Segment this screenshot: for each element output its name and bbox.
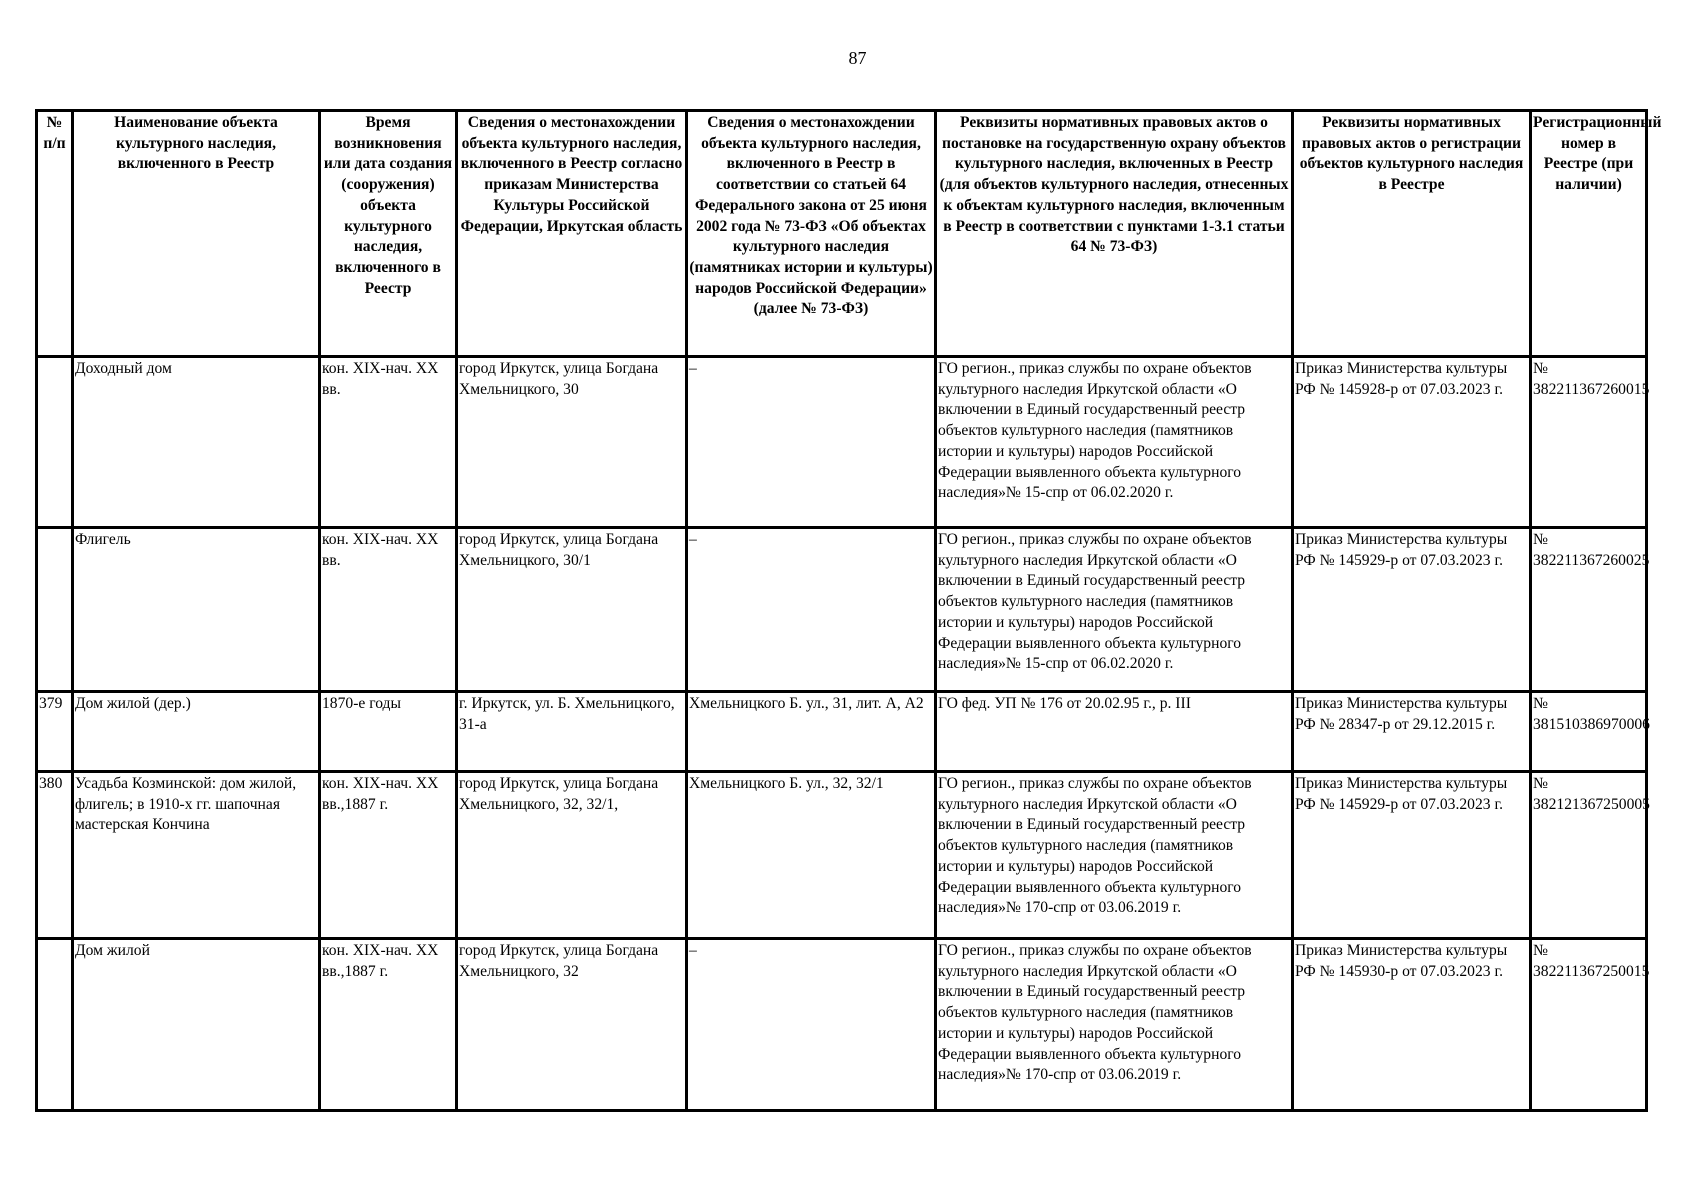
cell-location-order: город Иркутск, улица Богдана Хмельницкого, 32 [457,939,687,1111]
cell-location-order: город Иркутск, улица Богдана Хмельницкого, 30 [457,357,687,528]
cell-registration-act: Приказ Министерства культуры РФ № 145929-р от 07.03.2023 г. [1293,772,1531,939]
table-row [37,528,1647,692]
cell-name: Дом жилой (дер.) [73,692,320,772]
cell-location-law: Хмельницкого Б. ул., 31, лит. А, А2 [687,692,936,772]
cell-protection-act: ГО регион., приказ службы по охране объектов культурного наследия Иркутской области «О включении в Единый государственный реестр объектов культурного наследия (памятников истории и культуры) народов Российской Федерации выявленного объекта культурного наследия»№ 15-спр от 06.02.2020 г. [936,528,1293,692]
cell-number [37,357,73,528]
cell-name: Флигель [73,528,320,692]
cell-name: Доходный дом [73,357,320,528]
cell-number [37,939,73,1111]
cell-date: кон. XIX-нач. XX вв.,1887 г. [320,772,457,939]
column-header-name: Наименование объекта культурного наследия, включенного в Реестр [73,111,320,357]
cell-protection-act: ГО регион., приказ службы по охране объектов культурного наследия Иркутской области «О включении в Единый государственный реестр объектов культурного наследия (памятников истории и культуры) народов Российской Федерации выявленного объекта культурного наследия»№ 15-спр от 06.02.2020 г. [936,357,1293,528]
cell-name: Усадьба Козминской: дом жилой, флигель; в 1910-х гг. шапочная мастерская Кончина [73,772,320,939]
cell-registration-act: Приказ Министерства культуры РФ № 145928-р от 07.03.2023 г. [1293,357,1531,528]
cell-protection-act: ГО фед. УП № 176 от 20.02.95 г., р. III [936,692,1293,772]
cell-date: кон. XIX-нач. XX вв. [320,528,457,692]
cell-location-order: город Иркутск, улица Богдана Хмельницкого, 30/1 [457,528,687,692]
cell-location-law: Хмельницкого Б. ул., 32, 32/1 [687,772,936,939]
cell-name: Дом жилой [73,939,320,1111]
table-row [37,357,1647,528]
table-row [37,939,1647,1111]
column-header-location-order: Сведения о местонахождении объекта культурного наследия, включенного в Реестр согласно приказам Министерства Культуры Российской Федерации, Иркутская область [457,111,687,357]
cell-reg-number: № 382211367250015 [1531,939,1647,1111]
column-header-number: № п/п [37,111,73,357]
cell-location-order: город Иркутск, улица Богдана Хмельницкого, 32, 32/1, [457,772,687,939]
cell-date: кон. XIX-нач. XX вв.,1887 г. [320,939,457,1111]
cell-location-law: – [687,357,936,528]
column-header-reg-number: Регистрационный номер в Реестре (при наличии) [1531,111,1647,357]
cell-protection-act: ГО регион., приказ службы по охране объектов культурного наследия Иркутской области «О включении в Единый государственный реестр объектов культурного наследия (памятников истории и культуры) народов Российской Федерации выявленного объекта культурного наследия»№ 170-спр от 03.06.2019 г. [936,939,1293,1111]
column-header-date: Время возникновения или дата создания (сооружения) объекта культурного наследия, включенного в Реестр [320,111,457,357]
cell-reg-number: № 381510386970006 [1531,692,1647,772]
cell-number: 380 [37,772,73,939]
cell-location-law: – [687,939,936,1111]
cell-registration-act: Приказ Министерства культуры РФ № 145930-р от 07.03.2023 г. [1293,939,1531,1111]
cell-registration-act: Приказ Министерства культуры РФ № 28347-р от 29.12.2015 г. [1293,692,1531,772]
cell-number [37,528,73,692]
page-number: 87 [848,48,867,68]
column-header-location-law: Сведения о местонахождении объекта культурного наследия, включенного в Реестр в соответствии со статьей 64 Федерального закона от 25 июня 2002 года № 73-ФЗ «Об объектах культурного наследия (памятниках истории и культуры) народов Российской Федерации» (далее № 73-ФЗ) [687,111,936,357]
table-row [37,692,1647,772]
cell-registration-act: Приказ Министерства культуры РФ № 145929-р от 07.03.2023 г. [1293,528,1531,692]
heritage-registry-table [35,109,1662,1112]
cell-reg-number: № 382211367260025 [1531,528,1647,692]
cell-location-law: – [687,528,936,692]
cell-reg-number: № 382121367250005 [1531,772,1647,939]
cell-date: кон. XIX-нач. XX вв. [320,357,457,528]
column-header-protection-act: Реквизиты нормативных правовых актов о постановке на государственную охрану объектов культурного наследия, включенных в Реестр (для объектов культурного наследия, отнесенных к объектам культурного наследия, включенным в Реестр в соответствии с пунктами 1-3.1 статьи 64 № 73-ФЗ) [936,111,1293,357]
column-header-registration-act: Реквизиты нормативных правовых актов о регистрации объектов культурного наследия в Реестре [1293,111,1531,357]
table-header-row [37,111,1647,357]
table-row [37,772,1647,939]
cell-date: 1870-е годы [320,692,457,772]
cell-protection-act: ГО регион., приказ службы по охране объектов культурного наследия Иркутской области «О включении в Единый государственный реестр объектов культурного наследия (памятников истории и культуры) народов Российской Федерации выявленного объекта культурного наследия»№ 170-спр от 03.06.2019 г. [936,772,1293,939]
cell-location-order: г. Иркутск, ул. Б. Хмельницкого, 31-а [457,692,687,772]
cell-reg-number: № 382211367260015 [1531,357,1647,528]
cell-number: 379 [37,692,73,772]
